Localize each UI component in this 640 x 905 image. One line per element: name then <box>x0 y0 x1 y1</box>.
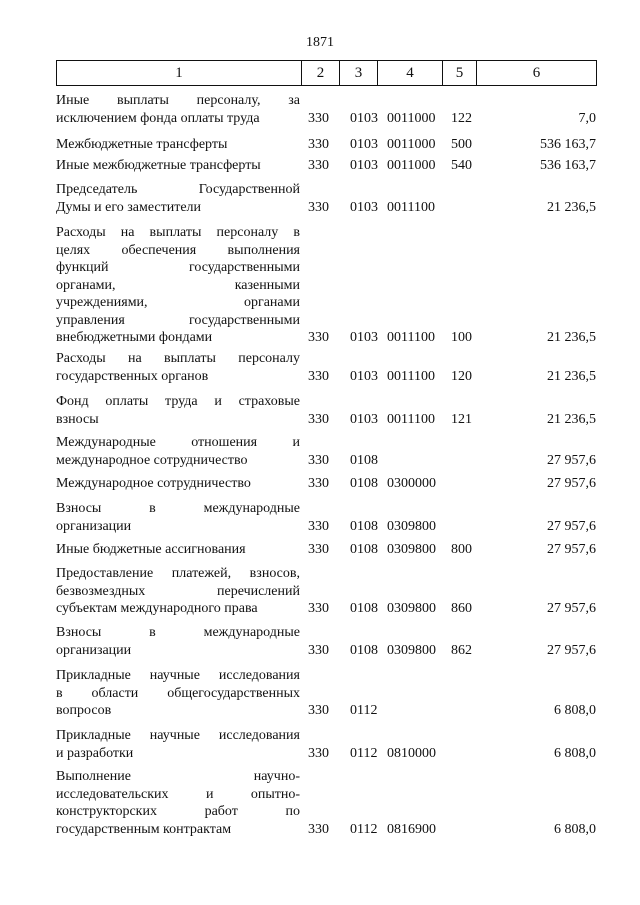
column-header-5: 5 <box>443 61 477 86</box>
row-name-line: исследовательских и опытно- <box>56 786 300 802</box>
target-article-code: 0011100 <box>387 199 435 215</box>
row-name-line: и разработки <box>56 745 134 761</box>
section-code: 0108 <box>350 601 378 616</box>
row-name-line: Предоставление платежей, взносов, <box>56 566 300 581</box>
table-row <box>56 92 596 127</box>
row-name-line: Председатель Государственной <box>56 182 300 197</box>
row-name-line: учреждениями, органами <box>56 295 300 310</box>
row-name <box>56 475 300 493</box>
target-article-code: 0011000 <box>387 158 436 173</box>
row-name-line: Иные выплаты персоналу, за <box>56 93 300 108</box>
row-name <box>56 136 300 154</box>
ministry-code: 330 <box>308 642 329 658</box>
row-name-line: Международные отношения и <box>56 435 300 450</box>
row-name-line: целях обеспечения выполнения <box>56 242 300 258</box>
target-article-code: 0810000 <box>387 745 436 761</box>
row-name-line: Расходы на выплаты персоналу в <box>56 225 300 240</box>
amount: 536 163,7 <box>540 158 596 173</box>
table-row <box>56 541 596 559</box>
section-code: 0103 <box>350 110 378 126</box>
amount: 21 236,5 <box>547 368 596 384</box>
table-row <box>56 565 596 618</box>
section-code: 0103 <box>350 411 378 427</box>
table-row <box>56 667 596 720</box>
row-name <box>56 541 300 559</box>
target-article-code: 0011100 <box>387 330 435 345</box>
expense-type-code: 860 <box>451 601 472 616</box>
row-name-line: организации <box>56 642 132 658</box>
section-code: 0103 <box>350 137 378 152</box>
column-header-2: 2 <box>302 61 340 86</box>
amount: 27 957,6 <box>547 476 596 491</box>
row-name <box>56 727 300 762</box>
amount: 27 957,6 <box>547 642 596 658</box>
ministry-code: 330 <box>308 411 329 427</box>
row-name <box>56 157 300 175</box>
row-name <box>56 434 300 469</box>
section-code: 0108 <box>350 518 378 534</box>
table-row <box>56 136 596 154</box>
amount: 27 957,6 <box>547 542 596 557</box>
target-article-code: 0309800 <box>387 642 436 658</box>
row-name-line: исключением фонда оплаты труда <box>56 110 260 126</box>
section-code: 0112 <box>350 745 378 761</box>
ministry-code: 330 <box>308 518 329 534</box>
row-name <box>56 181 300 216</box>
section-code: 0108 <box>350 542 378 557</box>
section-code: 0108 <box>350 642 378 658</box>
section-code: 0103 <box>350 330 378 345</box>
row-name <box>56 667 300 720</box>
expense-type-code: 800 <box>451 542 472 557</box>
ministry-code: 330 <box>308 452 329 468</box>
row-name-line: управления государственными <box>56 312 300 328</box>
target-article-code: 0011000 <box>387 137 436 152</box>
section-code: 0103 <box>350 199 378 215</box>
section-code: 0103 <box>350 368 378 384</box>
table-row <box>56 350 596 385</box>
ministry-code: 330 <box>308 330 329 345</box>
ministry-code: 330 <box>308 601 329 616</box>
target-article-code: 0816900 <box>387 821 436 837</box>
row-name <box>56 224 300 347</box>
row-name-line: Думы и его заместители <box>56 199 202 215</box>
row-name-line: Расходы на выплаты персоналу <box>56 351 300 366</box>
expense-type-code: 100 <box>451 330 472 345</box>
ministry-code: 330 <box>308 476 329 491</box>
amount: 21 236,5 <box>547 330 596 345</box>
expense-type-code: 122 <box>451 110 472 126</box>
row-name-line: Выполнение научно- <box>56 769 300 784</box>
expense-type-code: 120 <box>451 368 472 384</box>
row-name <box>56 350 300 385</box>
row-name-line: вопросов <box>56 703 112 718</box>
target-article-code: 0309800 <box>387 542 436 557</box>
ministry-code: 330 <box>308 137 329 152</box>
section-code: 0108 <box>350 476 378 491</box>
section-code: 0103 <box>350 158 378 173</box>
table-row <box>56 181 596 216</box>
row-name-line: Взносы в международные <box>56 501 300 516</box>
row-name-line: безвозмездных перечислений <box>56 583 300 599</box>
ministry-code: 330 <box>308 745 329 761</box>
table-row <box>56 157 596 175</box>
target-article-code: 0011000 <box>387 110 436 126</box>
row-name-line: Иные межбюджетные трансферты <box>56 158 261 173</box>
column-header-table <box>56 60 597 86</box>
ministry-code: 330 <box>308 110 329 126</box>
row-name-line: Взносы в международные <box>56 625 300 640</box>
expense-type-code: 540 <box>451 158 472 173</box>
column-header-3: 3 <box>340 61 378 86</box>
column-header-6: 6 <box>477 61 597 86</box>
table-row <box>56 224 596 347</box>
row-name <box>56 624 300 659</box>
row-name-line: органами, казенными <box>56 277 300 293</box>
section-code: 0112 <box>350 821 378 837</box>
ministry-code: 330 <box>308 368 329 384</box>
row-name <box>56 500 300 535</box>
row-name-line: государственным контрактам <box>56 821 232 837</box>
row-name <box>56 768 300 838</box>
table-row <box>56 727 596 762</box>
row-name-line: Прикладные научные исследования <box>56 728 300 743</box>
amount: 27 957,6 <box>547 601 596 616</box>
row-name-line: Прикладные научные исследования <box>56 668 300 683</box>
row-name-line: внебюджетными фондами <box>56 330 213 345</box>
section-code: 0112 <box>350 703 378 718</box>
amount: 27 957,6 <box>547 518 596 534</box>
amount: 21 236,5 <box>547 411 596 427</box>
row-name-line: Фонд оплаты труда и страховые <box>56 394 300 409</box>
table-row <box>56 434 596 469</box>
amount: 27 957,6 <box>547 452 596 468</box>
amount: 21 236,5 <box>547 199 596 215</box>
row-name-line: организации <box>56 518 132 534</box>
table-row <box>56 768 596 838</box>
row-name-line: функций государственными <box>56 260 300 275</box>
expense-type-code: 862 <box>451 642 472 658</box>
page-number: 1871 <box>306 35 334 50</box>
row-name-line: Межбюджетные трансферты <box>56 137 228 152</box>
amount: 6 808,0 <box>554 703 596 718</box>
amount: 6 808,0 <box>554 745 596 761</box>
target-article-code: 0309800 <box>387 601 436 616</box>
column-header-4: 4 <box>378 61 443 86</box>
table-row <box>56 500 596 535</box>
ministry-code: 330 <box>308 542 329 557</box>
ministry-code: 330 <box>308 703 329 718</box>
ministry-code: 330 <box>308 158 329 173</box>
table-row <box>56 624 596 659</box>
row-name-line: в области общегосударственных <box>56 685 300 701</box>
target-article-code: 0300000 <box>387 476 436 491</box>
ministry-code: 330 <box>308 821 329 837</box>
amount: 7,0 <box>578 110 596 126</box>
expense-type-code: 121 <box>451 411 472 427</box>
expense-type-code: 500 <box>451 137 472 152</box>
row-name-line: государственных органов <box>56 368 209 384</box>
row-name-line: международное сотрудничество <box>56 452 248 468</box>
row-name-line: Международное сотрудничество <box>56 476 251 491</box>
target-article-code: 0011100 <box>387 368 435 384</box>
amount: 536 163,7 <box>540 137 596 152</box>
ministry-code: 330 <box>308 199 329 215</box>
row-name-line: конструкторских работ по <box>56 804 300 819</box>
target-article-code: 0011100 <box>387 411 435 427</box>
row-name-line: взносы <box>56 411 99 427</box>
row-name <box>56 393 300 428</box>
row-name <box>56 92 300 127</box>
amount: 6 808,0 <box>554 821 596 837</box>
row-name-line: субъектам международного права <box>56 601 258 616</box>
row-name-line: Иные бюджетные ассигнования <box>56 542 246 557</box>
column-header-1: 1 <box>57 61 302 86</box>
section-code: 0108 <box>350 452 378 468</box>
table-row <box>56 393 596 428</box>
target-article-code: 0309800 <box>387 518 436 534</box>
table-row <box>56 475 596 493</box>
row-name <box>56 565 300 618</box>
